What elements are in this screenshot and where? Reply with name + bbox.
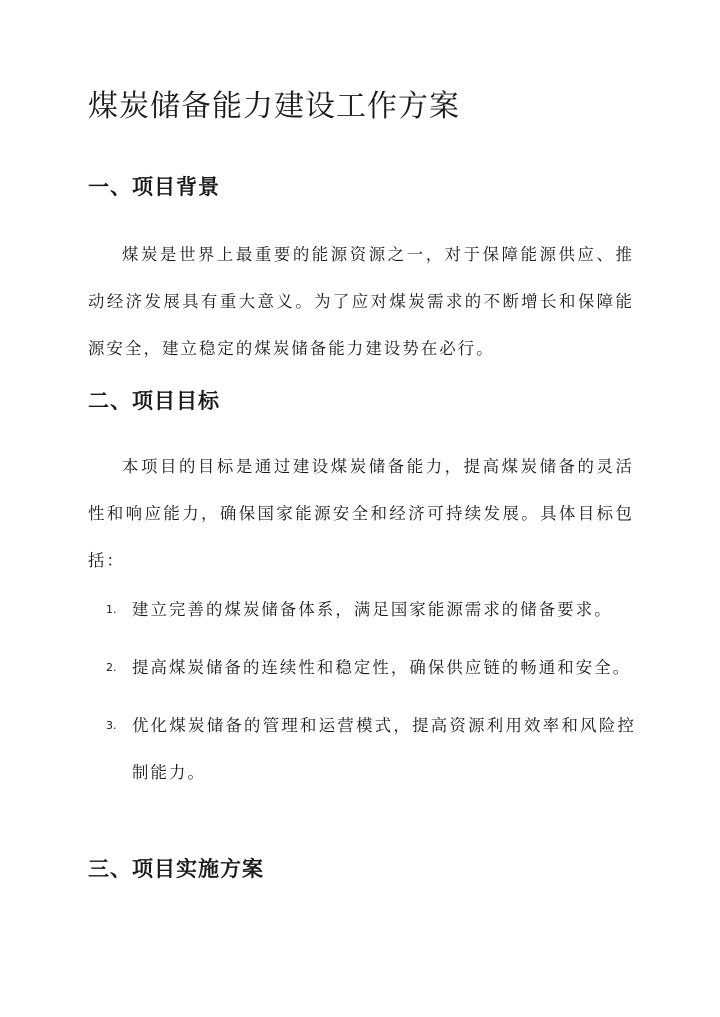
list-item [106, 702, 636, 796]
list-item-text: 建立完善的煤炭储备体系，满足国家能源需求的储备要求。 [132, 600, 613, 619]
goals-list [106, 586, 636, 807]
section-heading-goals: 二、项目目标 [88, 388, 220, 413]
list-marker: 2. [106, 661, 117, 674]
list-item [106, 644, 636, 691]
list-marker: 1. [106, 603, 117, 616]
list-item-text: 优化煤炭储备的管理和运营模式，提高资源利用效率和风险控制能力。 [132, 716, 636, 782]
document-title: 煤炭储备能力建设工作方案 [88, 89, 460, 124]
list-item [106, 586, 636, 633]
section-heading-implementation: 三、项目实施方案 [88, 856, 264, 881]
section-heading-background: 一、项目背景 [88, 174, 220, 199]
goals-paragraph: 本项目的目标是通过建设煤炭储备能力，提高煤炭储备的灵活性和响应能力，确保国家能源安全和经济可持续发展。具体目标包括： [88, 457, 634, 570]
list-item-text: 提高煤炭储备的连续性和稳定性，确保供应链的畅通和安全。 [132, 658, 632, 677]
background-paragraph: 煤炭是世界上最重要的能源资源之一，对于保障能源供应、推动经济发展具有重大意义。为了应对煤炭需求的不断增长和保障能源安全，建立稳定的煤炭储备能力建设势在必行。 [88, 245, 634, 358]
list-marker: 3. [106, 719, 117, 732]
